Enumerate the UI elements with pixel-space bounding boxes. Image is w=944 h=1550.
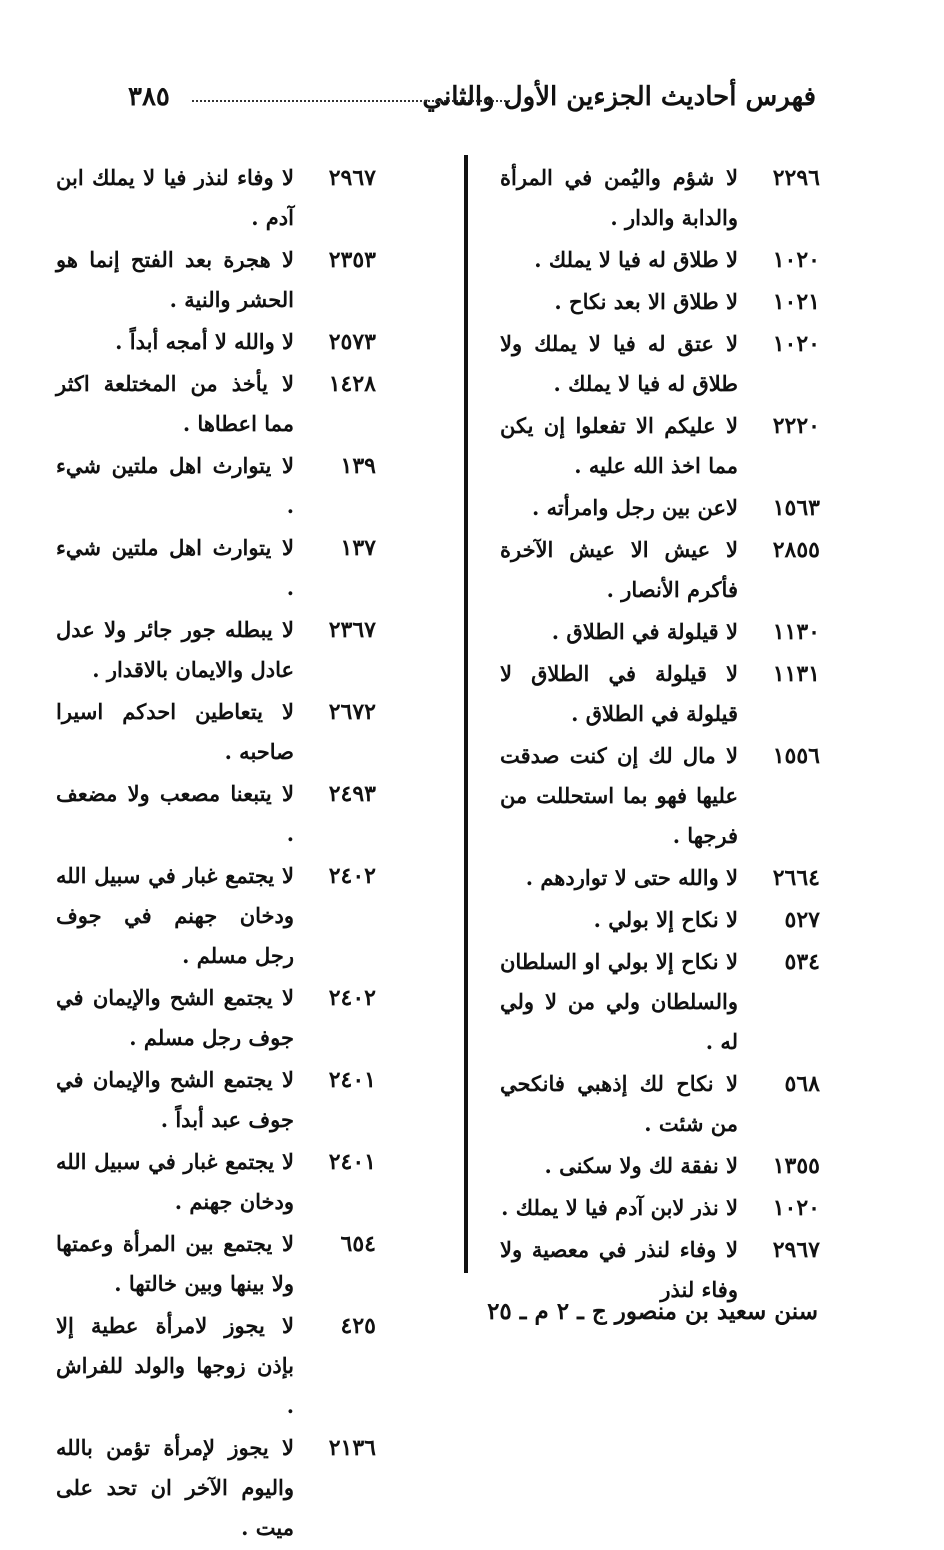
index-entry bbox=[500, 406, 820, 486]
index-entry bbox=[56, 158, 376, 238]
hadith-number: ١٥٦٣ bbox=[772, 495, 820, 521]
hadith-number: ١٥٥٦ bbox=[772, 743, 820, 769]
index-entry bbox=[56, 364, 376, 444]
hadith-number: ٢٤٠٢ bbox=[328, 863, 376, 889]
hadith-text: لا مال لك إن كنت صدقت عليها فهو بما استحللت من فرجها . bbox=[500, 743, 738, 848]
index-entry bbox=[56, 1306, 376, 1426]
hadith-text: لا نكاح إلا بولي . bbox=[593, 907, 738, 932]
index-entry bbox=[56, 240, 376, 320]
hadith-text: لا عليكم الا تفعلوا إن يكن مما اخذ الله عليه . bbox=[500, 413, 738, 478]
hadith-text: لا عيش الا عيش الآخرة فأكرم الأنصار . bbox=[500, 537, 738, 602]
hadith-text: لاعن بين رجل وامرأته . bbox=[532, 495, 738, 520]
hadith-text: لا نذر لابن آدم فيا لا يملك . bbox=[501, 1195, 738, 1220]
hadith-text: لا يجوز لإمرأة تؤمن بالله واليوم الآخر ان تحد على ميت . bbox=[56, 1435, 294, 1540]
index-entry bbox=[500, 654, 820, 734]
index-entry bbox=[56, 692, 376, 772]
hadith-text: لا يجتمع بين المرأة وعمتها ولا بينها وبين خالتها . bbox=[56, 1231, 294, 1296]
hadith-text: لا يجتمع غبار في سبيل الله ودخان جهنم في جوف رجل مسلم . bbox=[56, 863, 294, 968]
hadith-number: ١٤٢٨ bbox=[328, 371, 376, 397]
hadith-number: ١١٣٠ bbox=[772, 619, 820, 645]
hadith-number: ٢٦٧٢ bbox=[328, 699, 376, 725]
hadith-number: ٢٣٦٧ bbox=[328, 617, 376, 643]
hadith-number: ١٣٥٥ bbox=[772, 1153, 820, 1179]
index-entry bbox=[500, 1064, 820, 1144]
hadith-text: لا يتبعنا مصعب ولا مضعف . bbox=[56, 781, 294, 846]
index-entry bbox=[500, 488, 820, 528]
index-entry bbox=[500, 158, 820, 238]
hadith-number: ٢٥٧٣ bbox=[328, 329, 376, 355]
hadith-text: لا يجوز لامرأة عطية إلا بإذن زوجها والولد للفراش . bbox=[56, 1313, 294, 1418]
hadith-number: ١٠٢٠ bbox=[772, 247, 820, 273]
hadith-text: لا طلاق له فيا لا يملك . bbox=[534, 247, 738, 272]
hadith-text: لا طلاق الا بعد نكاح . bbox=[554, 289, 738, 314]
index-entry bbox=[500, 1188, 820, 1228]
hadith-number: ٢٩٦٧ bbox=[772, 1237, 820, 1263]
index-entry bbox=[56, 446, 376, 526]
hadith-number: ٢٤٠١ bbox=[328, 1067, 376, 1093]
index-entry bbox=[500, 858, 820, 898]
hadith-text: لا عتق له فيا لا يملك ولا طلاق له فيا لا يملك . bbox=[500, 331, 738, 396]
page-number: ٣٨٥ bbox=[128, 82, 170, 112]
index-entry bbox=[56, 528, 376, 608]
hadith-number: ٢٢٩٦ bbox=[772, 165, 820, 191]
index-entry bbox=[56, 856, 376, 976]
hadith-text: لا نفقة لك ولا سكنى . bbox=[544, 1153, 738, 1178]
hadith-number: ٥٦٨ bbox=[784, 1071, 820, 1097]
hadith-number: ٢٤٠٢ bbox=[328, 985, 376, 1011]
hadith-text: لا هجرة بعد الفتح إنما هو الحشر والنية . bbox=[56, 247, 294, 312]
index-entry bbox=[500, 942, 820, 1062]
hadith-number: ٢٢٢٠ bbox=[772, 413, 820, 439]
index-entry bbox=[500, 736, 820, 856]
index-entry bbox=[56, 774, 376, 854]
hadith-text: لا وفاء لنذر فيا لا يملك ابن آدم . bbox=[56, 165, 294, 230]
hadith-text: لا والله حتى لا تواردهم . bbox=[525, 865, 738, 890]
index-entry bbox=[56, 1060, 376, 1140]
hadith-number: ٥٣٤ bbox=[784, 949, 820, 975]
hadith-text: لا يتوارث اهل ملتين شيء . bbox=[56, 535, 294, 600]
hadith-number: ٤٢٥ bbox=[340, 1313, 376, 1339]
hadith-number: ٢١٣٦ bbox=[328, 1435, 376, 1461]
hadith-number: ١٠٢١ bbox=[772, 289, 820, 315]
index-entry bbox=[56, 1224, 376, 1304]
hadith-number: ٢٩٦٧ bbox=[328, 165, 376, 191]
page-footer: سنن سعيد بن منصور ج ـ ٢ م ـ ٢٥ bbox=[487, 1298, 818, 1325]
index-entry bbox=[500, 240, 820, 280]
index-entry bbox=[500, 612, 820, 652]
index-column-left bbox=[56, 158, 376, 1550]
hadith-number: ١٠٢٠ bbox=[772, 331, 820, 357]
hadith-number: ١٣٧ bbox=[340, 535, 376, 561]
hadith-text: لا يتوارث اهل ملتين شيء . bbox=[56, 453, 294, 518]
index-entry bbox=[500, 530, 820, 610]
hadith-number: ٢٦٦٤ bbox=[772, 865, 820, 891]
hadith-number: ٢٣٥٣ bbox=[328, 247, 376, 273]
hadith-text: لا يأخذ من المختلعة اكثر مما اعطاها . bbox=[56, 371, 294, 436]
hadith-number: ٦٥٤ bbox=[340, 1231, 376, 1257]
index-column-right bbox=[500, 158, 820, 1312]
hadith-text: لا يبطله جور جائر ولا عدل عادل والايمان بالاقدار . bbox=[56, 617, 294, 682]
index-entry bbox=[500, 282, 820, 322]
header-dotted-leader bbox=[192, 100, 510, 102]
hadith-text: لا والله لا أمجه أبداً . bbox=[115, 329, 294, 354]
hadith-number: ١٣٩ bbox=[340, 453, 376, 479]
hadith-number: ٥٢٧ bbox=[784, 907, 820, 933]
index-entry bbox=[56, 610, 376, 690]
index-entry bbox=[56, 978, 376, 1058]
hadith-number: ٢٨٥٥ bbox=[772, 537, 820, 563]
index-entry bbox=[56, 1142, 376, 1222]
hadith-text: لا يتعاطين احدكم اسيرا صاحبه . bbox=[56, 699, 294, 764]
column-divider bbox=[464, 155, 468, 1273]
index-entry bbox=[56, 1428, 376, 1548]
hadith-text: لا يجتمع الشح والإيمان في جوف رجل مسلم . bbox=[56, 985, 294, 1050]
hadith-number: ٢٤٠١ bbox=[328, 1149, 376, 1175]
hadith-text: لا وفاء لنذر في معصية ولا وفاء لنذر bbox=[500, 1237, 738, 1302]
index-entry bbox=[500, 1146, 820, 1186]
hadith-text: لا قيلولة في الطلاق لا قيلولة في الطلاق . bbox=[500, 661, 738, 726]
hadith-text: لا نكاح إلا بولي او السلطان والسلطان ولي من لا ولي له . bbox=[500, 949, 738, 1054]
hadith-text: لا شؤم واليُمن في المرأة والدابة والدار . bbox=[500, 165, 738, 230]
hadith-text: لا يجتمع الشح والإيمان في جوف عبد أبداً . bbox=[56, 1067, 294, 1132]
index-entry bbox=[56, 322, 376, 362]
page-header-title: فهرس أحاديث الجزءين الأول والثاني bbox=[422, 82, 816, 112]
hadith-number: ١١٣١ bbox=[772, 661, 820, 687]
index-entry bbox=[500, 900, 820, 940]
hadith-text: لا يجتمع غبار في سبيل الله ودخان جهنم . bbox=[56, 1149, 294, 1214]
hadith-number: ١٠٢٠ bbox=[772, 1195, 820, 1221]
hadith-text: لا نكاح لك إذهبي فانكحي من شئت . bbox=[500, 1071, 738, 1136]
hadith-number: ٢٤٩٣ bbox=[328, 781, 376, 807]
index-entry bbox=[500, 324, 820, 404]
hadith-text: لا قيلولة في الطلاق . bbox=[551, 619, 738, 644]
